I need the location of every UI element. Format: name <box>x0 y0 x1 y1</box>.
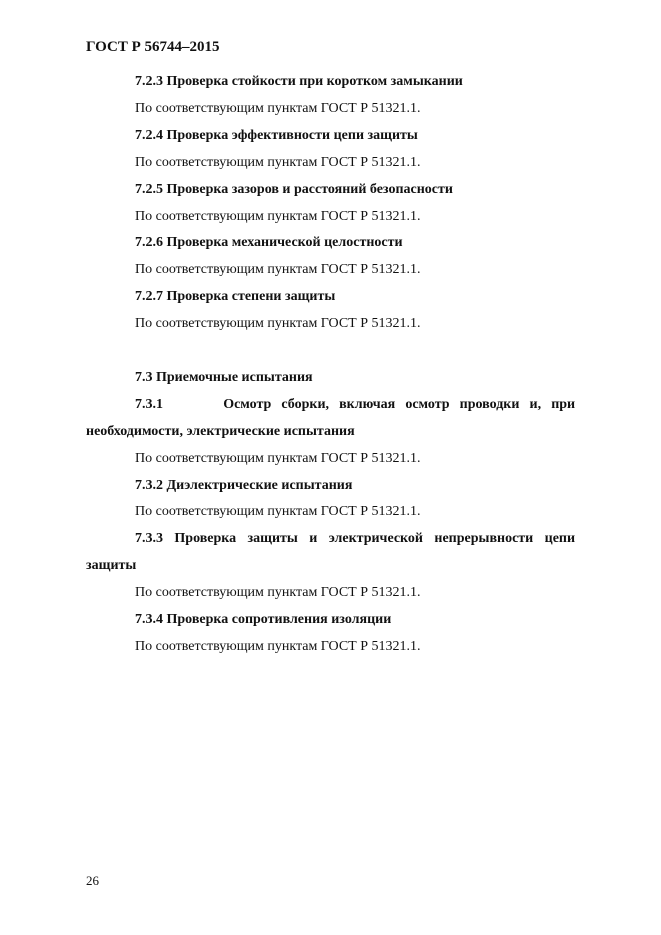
heading-word: осмотр <box>405 397 450 412</box>
heading-word: и <box>309 531 318 546</box>
section-heading-7-3-4: 7.3.4 Проверка сопротивления изоляции <box>135 612 392 627</box>
section-heading-7-2-7: 7.2.7 Проверка степени защиты <box>135 289 336 304</box>
heading-word: и, <box>529 397 542 412</box>
section-body-7-3-1: По соответствующим пунктам ГОСТ Р 51321.1. <box>135 451 421 466</box>
section-heading-7-2-5: 7.2.5 Проверка зазоров и расстояний безопасности <box>135 182 453 197</box>
section-body-7-3-2: По соответствующим пунктам ГОСТ Р 51321.1. <box>135 504 421 519</box>
section-body-7-2-3: По соответствующим пунктам ГОСТ Р 51321.1. <box>135 101 421 116</box>
heading-word: 7.3.3 <box>135 531 163 546</box>
page-number: 26 <box>86 873 99 888</box>
section-body-7-3-3: По соответствующим пунктам ГОСТ Р 51321.1. <box>135 585 421 600</box>
heading-word: проводки <box>459 397 520 412</box>
section-heading-7-3-3-line2: защиты <box>86 558 137 573</box>
heading-word: включая <box>339 397 396 412</box>
heading-word: Проверка <box>174 531 237 546</box>
section-heading-7-3-2: 7.3.2 Диэлектрические испытания <box>135 478 353 493</box>
heading-word: Осмотр <box>223 397 272 412</box>
section-title-7-3 <box>135 368 313 388</box>
heading-word: сборки, <box>281 397 330 412</box>
heading-word: защиты <box>247 531 298 546</box>
heading-word: при <box>551 397 576 412</box>
section-body-7-2-4: По соответствующим пунктам ГОСТ Р 51321.1. <box>135 155 421 170</box>
section-heading-7-2-4: 7.2.4 Проверка эффективности цепи защиты <box>135 128 418 143</box>
section-title-7-3-text: 7.3 Приемочные испытания <box>135 370 313 385</box>
section-heading-7-3-3-line1 <box>135 529 575 549</box>
document-header: ГОСТ Р 56744–2015 <box>86 39 220 55</box>
heading-word: электрической <box>328 531 423 546</box>
section-number-7-3-1: 7.3.1 <box>135 397 163 412</box>
heading-word: непрерывности <box>434 531 534 546</box>
heading-word: цепи <box>544 531 576 546</box>
section-heading-7-2-3: 7.2.3 Проверка стойкости при коротком замыкании <box>135 74 463 89</box>
section-heading-7-2-6: 7.2.6 Проверка механической целостности <box>135 235 403 250</box>
section-heading-7-3-1-line1 <box>135 395 575 415</box>
section-body-7-2-7: По соответствующим пунктам ГОСТ Р 51321.1. <box>135 316 421 331</box>
section-body-7-2-5: По соответствующим пунктам ГОСТ Р 51321.1. <box>135 209 421 224</box>
section-body-7-3-4: По соответствующим пунктам ГОСТ Р 51321.1. <box>135 639 421 654</box>
section-body-7-2-6: По соответствующим пунктам ГОСТ Р 51321.1. <box>135 262 421 277</box>
section-heading-7-3-1-line2: необходимости, электрические испытания <box>86 424 355 439</box>
